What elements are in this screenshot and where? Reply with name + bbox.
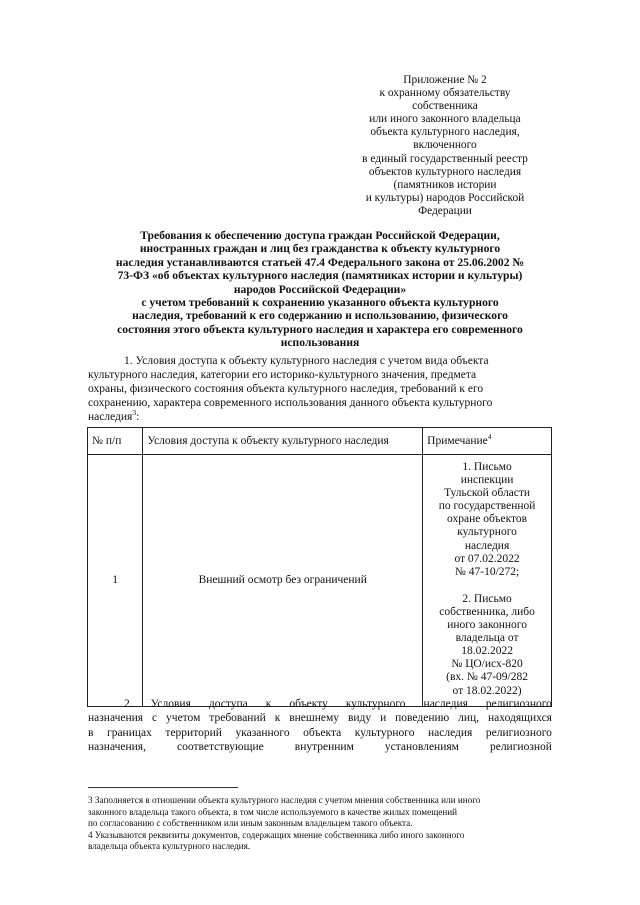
word: виду [347,712,372,725]
note-line: культурного [457,526,517,539]
footnote-ref-3[interactable]: 3 [132,407,137,417]
footnote-separator [88,787,238,788]
appendix-line: объектов культурного наследия [368,165,522,178]
word: 2. [124,698,133,710]
title-line: с учетом требований к сохранению указанного объекта культурного [141,296,499,310]
row-number: 1 [88,455,143,707]
word: лиц, [458,712,480,725]
footnote-line: по согласованию с собственником или иным законным владельцем такого объекта. [88,818,413,828]
word: в [88,726,94,739]
word: религиозного [485,726,552,739]
para-text: : [136,410,140,423]
note-line: 1. Письмо [462,461,512,473]
document-title [70,229,570,350]
para-line [88,697,552,711]
word: внутренним [294,741,354,754]
para-line [88,711,552,725]
note-spacer [425,579,549,593]
word: объекту [289,698,328,710]
word: культурного [345,698,406,710]
note-line: 18.02.2022 [461,645,513,658]
note-line: от 07.02.2022 [454,552,520,565]
note-line: по государственной [438,500,536,513]
word: религиозного [485,698,552,710]
appendix-line: в единый государственный реестр [362,152,528,165]
note-line: иного законного [447,619,527,632]
appendix-line: собственника [412,100,478,113]
footnote-line: владельца объекта культурного наследия. [88,841,251,851]
word: к [274,712,281,725]
appendix-line: Федерации [418,204,472,217]
note-line: № ЦО/исх-820 [451,658,523,671]
word: доступа [208,698,248,710]
note-line: инспекции [460,474,514,487]
appendix-line: или иного законного владельца [369,113,521,126]
col-header-note [423,428,552,455]
title-line: иностранных граждан и лиц без гражданства к объекту культурного [139,242,501,256]
footnotes [88,795,552,853]
para-text: наследия [88,410,133,423]
word: находящихся [488,712,552,725]
note-line: № 47-10/272; [454,565,520,578]
word: учетом [166,712,201,725]
word: поведению [395,712,450,725]
appendix-line: Приложение № 2 [403,74,487,86]
word: наследия [428,726,473,739]
word: указанного [235,726,290,739]
col-header-number: № п/п [88,428,143,455]
note-line: от 18.02.2022) [452,684,522,697]
word: объекта [303,726,342,739]
word: территорий [165,726,222,739]
note-line: владельца от [455,632,519,645]
footnote-line: 4 Указываются реквизиты документов, содержащих мнение собственника либо иного законного [88,829,465,840]
appendix-line: и культуры) народов Российской [365,191,525,204]
table-row [88,455,552,707]
access-conditions-table [87,427,552,707]
appendix-line: включенного [413,139,477,152]
word: установлениям [384,741,459,754]
col-header-conditions: Условия доступа к объекту культурного наследия [143,428,423,455]
word: с [152,712,158,725]
title-line: использования [280,336,360,350]
title-line: Требования к обеспечению доступа граждан Российской Федерации, [140,229,500,242]
para-line: охраны, физического состояния объекта культурного наследия, требований к его [88,382,484,395]
title-line: наследия устанавливаются статьей 47.4 Федерального закона от 25.06.2002 № [115,255,525,269]
word: внешнему [289,712,340,725]
para-line: культурного наследия, категории его историко-культурного значения, предмета [88,368,477,381]
para-line [88,740,552,754]
footnote-ref-4[interactable]: 4 [487,432,492,442]
note-line: наследия [464,539,510,552]
title-line: наследия, требований к его содержанию и использованию, физического [132,309,508,323]
title-line: состояния этого объекта культурного наследия и характера его современного [117,322,523,336]
word: требований [209,712,266,725]
footnote-line: законного владельца такого объекта, в том числе используемого в качестве жилых помещений [88,806,458,817]
para-line [88,407,552,425]
appendix-line: объекта культурного наследия, [370,126,520,139]
note-line: собственника, либо [439,605,535,618]
word: границах [106,726,152,739]
table-header-row [88,428,552,455]
col-header-note-text: Примечание [427,435,488,447]
word: культурного [354,726,415,739]
word: Условия [150,698,191,710]
row-condition: Внешний осмотр без ограничений [143,455,423,707]
section-2-paragraph [88,697,552,755]
title-line: народов Российской Федерации» [233,282,407,296]
title-line: 73-ФЗ «об объектах культурного наследия (памятниках истории и культуры) [117,269,523,283]
note-line: 2. Письмо [462,592,512,605]
word: наследия [423,698,468,710]
row-note [423,455,552,707]
para-line [88,726,552,740]
word: к [265,698,272,710]
word: назначения, [88,741,146,754]
para-line: 1. Условия доступа к объекту культурного наследия с учетом вида объекта [124,355,489,367]
note-line: охране объектов [447,513,528,526]
word: религиозной [489,741,552,754]
appendix-header [330,74,560,218]
appendix-line: (памятников истории [393,178,497,191]
section-1-paragraph [88,355,552,425]
word: соответствующие [177,741,264,754]
footnote-line: 3 Заполняется в отношении объекта культурного наследия с учетом мнения собственника или иного [88,795,481,805]
para-line: сохранению, характера современного использования данного объекта культурного [88,396,493,409]
note-line: Тульской области [444,487,531,500]
note-line: (вх. № 47-09/282 [446,671,529,684]
word: и [380,712,387,725]
appendix-line: к охранному обязательству [379,87,511,100]
word: назначения [88,712,144,725]
